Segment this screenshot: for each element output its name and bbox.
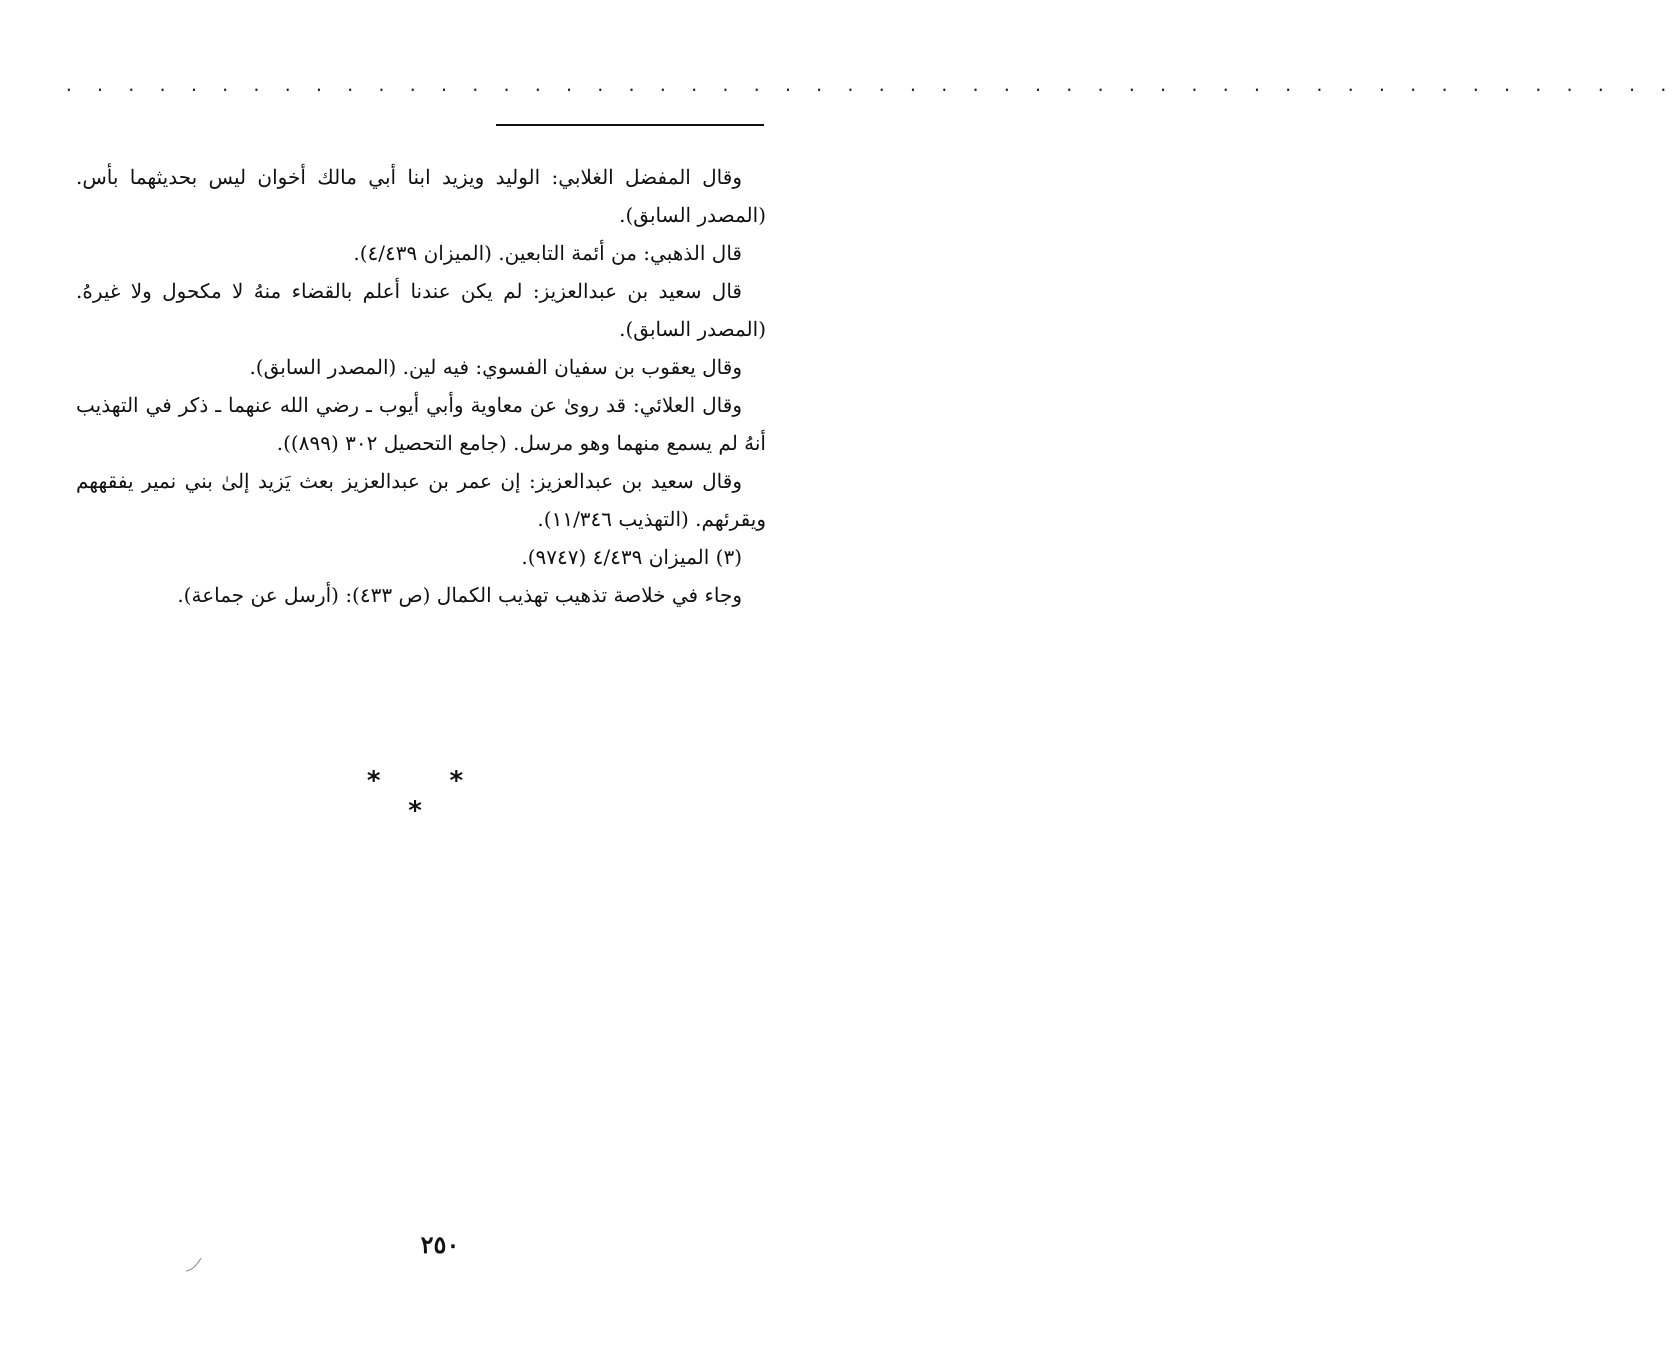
- paragraph-footnote-3: (٣) الميزان ٤/٤٣٩ (٩٧٤٧).: [521, 545, 742, 569]
- dotted-separator: . . . . . . . . . . . . . . . . . . . . . . . . . . . . . . . . . . . . . . . . . . . . . . . . . . . .: [64, 76, 1674, 95]
- paragraph-alai: وقال العلائي: قد روىٰ عن معاوية وأبي أيوب ـ رضي الله عنهما ـ ذكر في التهذيب أنهُ لم يسمع منهما وهو مرسل. (جامع التحصيل ٣٠٢ (٨٩٩)).: [76, 393, 766, 455]
- paragraph-said-2: وقال سعيد بن عبدالعزيز: إن عمر بن عبدالعزيز بعث يَزيد إلىٰ بني نمير يفقههم ويقرئهم. (التهذيب ١١/٣٤٦).: [76, 469, 766, 531]
- section-separator-stars: * * *: [366, 766, 494, 826]
- paragraph-said-1: قال سعيد بن عبدالعزيز: لم يكن عندنا أعلم بالقضاء منهُ لا مكحول ولا غيرهُ. (المصدر السابق).: [76, 279, 766, 341]
- page-number: ٢٥٠: [420, 1230, 460, 1259]
- paragraph-dhahabi: قال الذهبي: من أئمة التابعين. (الميزان ٤/٤٣٩).: [353, 241, 742, 265]
- paragraph-mufaddal: وقال المفضل الغلابي: الوليد ويزيد ابنا أبي مالك أخوان ليس بحديثهما بأس. (المصدر السابق).: [76, 165, 766, 227]
- footnote-rule: [496, 124, 764, 126]
- stray-pen-mark: [184, 1254, 204, 1274]
- paragraph-yaqub: وقال يعقوب بن سفيان الفسوي: فيه لين. (المصدر السابق).: [249, 355, 742, 379]
- footnote-text: [76, 158, 766, 614]
- paragraph-khulasa: وجاء في خلاصة تذهيب تهذيب الكمال (ص ٤٣٣): (أرسل عن جماعة).: [177, 583, 742, 607]
